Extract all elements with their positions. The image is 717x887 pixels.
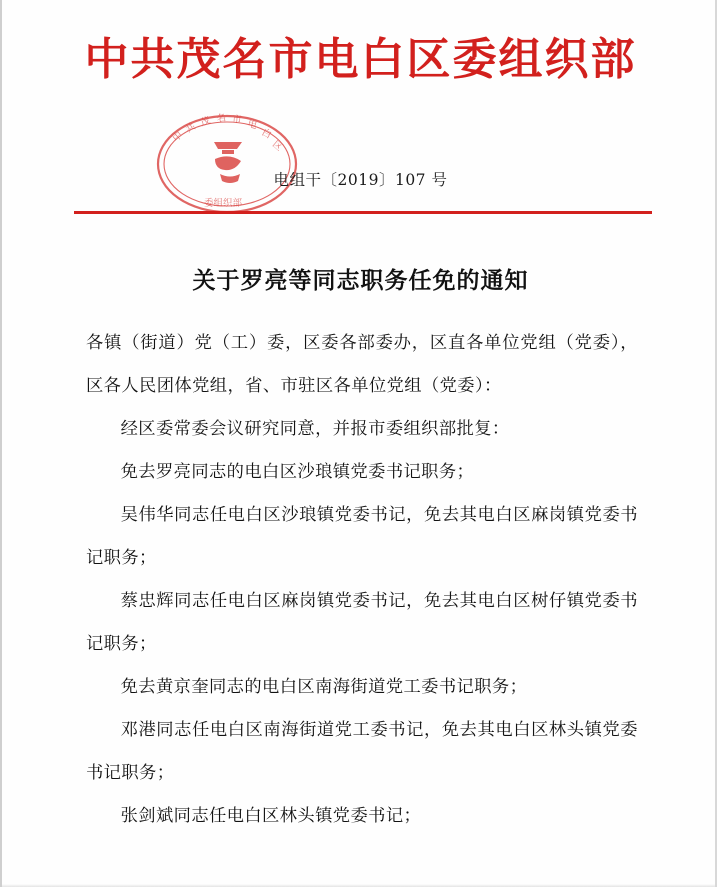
paragraph-appointment-3: 蔡忠辉同志任电白区麻岗镇党委书记，免去其电白区树仔镇党委书记职务； [86, 591, 638, 654]
paragraph-appointment-6: 张剑斌同志任电白区林头镇党委书记； [120, 806, 422, 826]
svg-text:电: 电 [246, 118, 259, 132]
paragraph-appointment-1: 免去罗亮同志的电白区沙琅镇党委书记职务； [120, 462, 475, 482]
svg-text:共: 共 [183, 121, 198, 136]
svg-text:名: 名 [215, 112, 227, 125]
svg-text:市: 市 [231, 114, 243, 126]
paragraph-appointment-4: 免去黄京奎同志的电白区南海街道党工委书记职务； [120, 677, 528, 697]
svg-text:区: 区 [270, 138, 285, 154]
red-divider-rule [74, 211, 652, 214]
svg-text:中: 中 [170, 129, 186, 145]
official-seal-icon [152, 112, 302, 216]
svg-text:白: 白 [259, 126, 274, 142]
paragraph-salutation: 各镇（街道）党（工）委，区委各部委办，区直各单位党组（党委），区各人民团体党组，省、市驻区各单位党组（党委）： [86, 333, 638, 396]
paragraph-appointment-2: 吴伟华同志任电白区沙琅镇党委书记，免去其电白区麻岗镇党委书记职务； [86, 505, 638, 568]
document-number: 电组干〔2019〕107 号 [273, 171, 448, 189]
svg-text:委组织部: 委组织部 [204, 198, 243, 209]
document-body [86, 322, 638, 838]
letterhead-title: 中共茂名市电白区委组织部 [84, 34, 637, 85]
svg-text:茂: 茂 [199, 115, 212, 129]
document-title: 关于罗亮等同志职务任免的通知 [192, 267, 529, 294]
paragraph-appointment-5: 邓港同志任电白区南海街道党工委书记，免去其电白区林头镇党委书记职务； [86, 720, 638, 783]
paragraph-preamble: 经区委常委会议研究同意，并报市委组织部批复： [120, 419, 510, 439]
